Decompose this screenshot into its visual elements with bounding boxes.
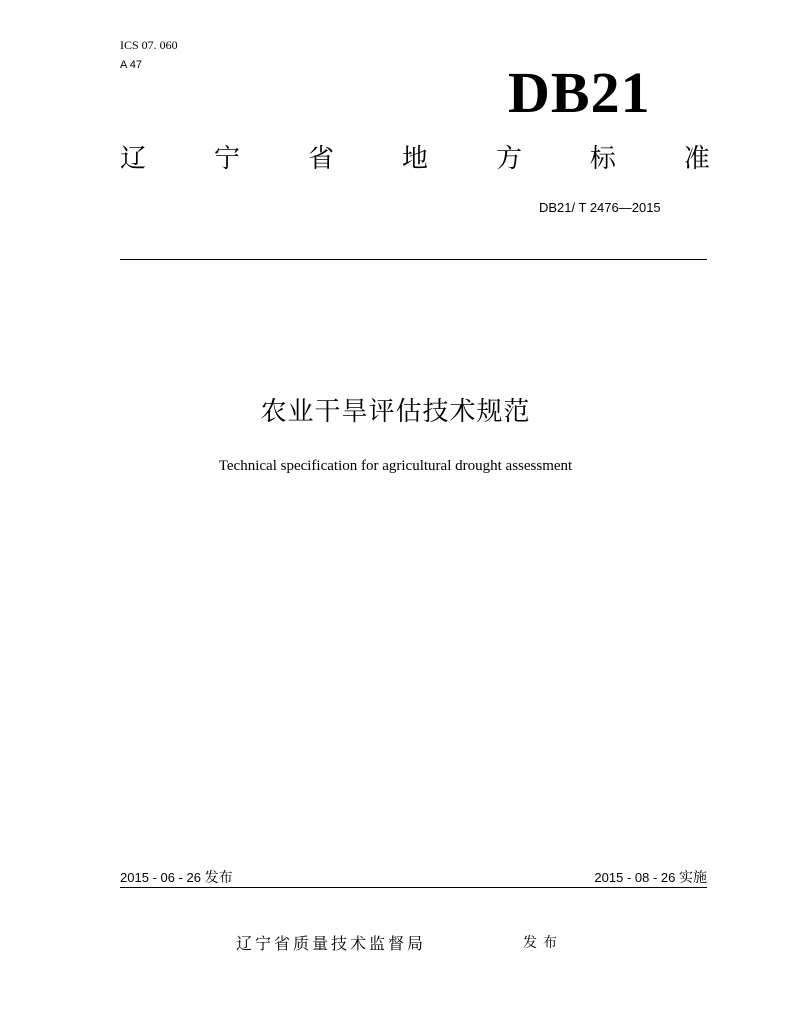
standard-type-char: 准 [683,144,710,174]
implementation-label: 实施 [679,870,707,886]
document-title-english: Technical specification for agricultural drought assessment [218,458,573,474]
top-divider [120,259,707,260]
ics-code: ICS 07. 060 [120,38,178,52]
ccs-code: A 47 [120,59,143,71]
standard-number: DB21/ T 2476—2015 [539,200,661,215]
standard-type-char: 省 [307,144,334,174]
standard-type-char: 地 [401,144,428,174]
implementation-date-line [594,869,707,887]
publish-label: 发布 [523,935,563,951]
standard-type-char: 标 [589,144,616,174]
issuing-authority: 辽宁省质量技术监督局 [236,934,427,953]
standard-type-heading [120,142,710,176]
document-title-chinese: 农业干旱评估技术规范 [260,397,531,427]
standard-type-char: 辽 [120,144,147,174]
standard-type-char: 宁 [213,144,240,174]
standard-type-char: 方 [495,144,522,174]
issue-date: 2015 - 06 - 26 [120,870,201,885]
issue-date-line [120,869,233,887]
implementation-date: 2015 - 08 - 26 [594,870,676,885]
standard-mark: DB21 [508,60,651,125]
issue-label: 发布 [204,870,233,886]
bottom-divider [120,887,707,888]
